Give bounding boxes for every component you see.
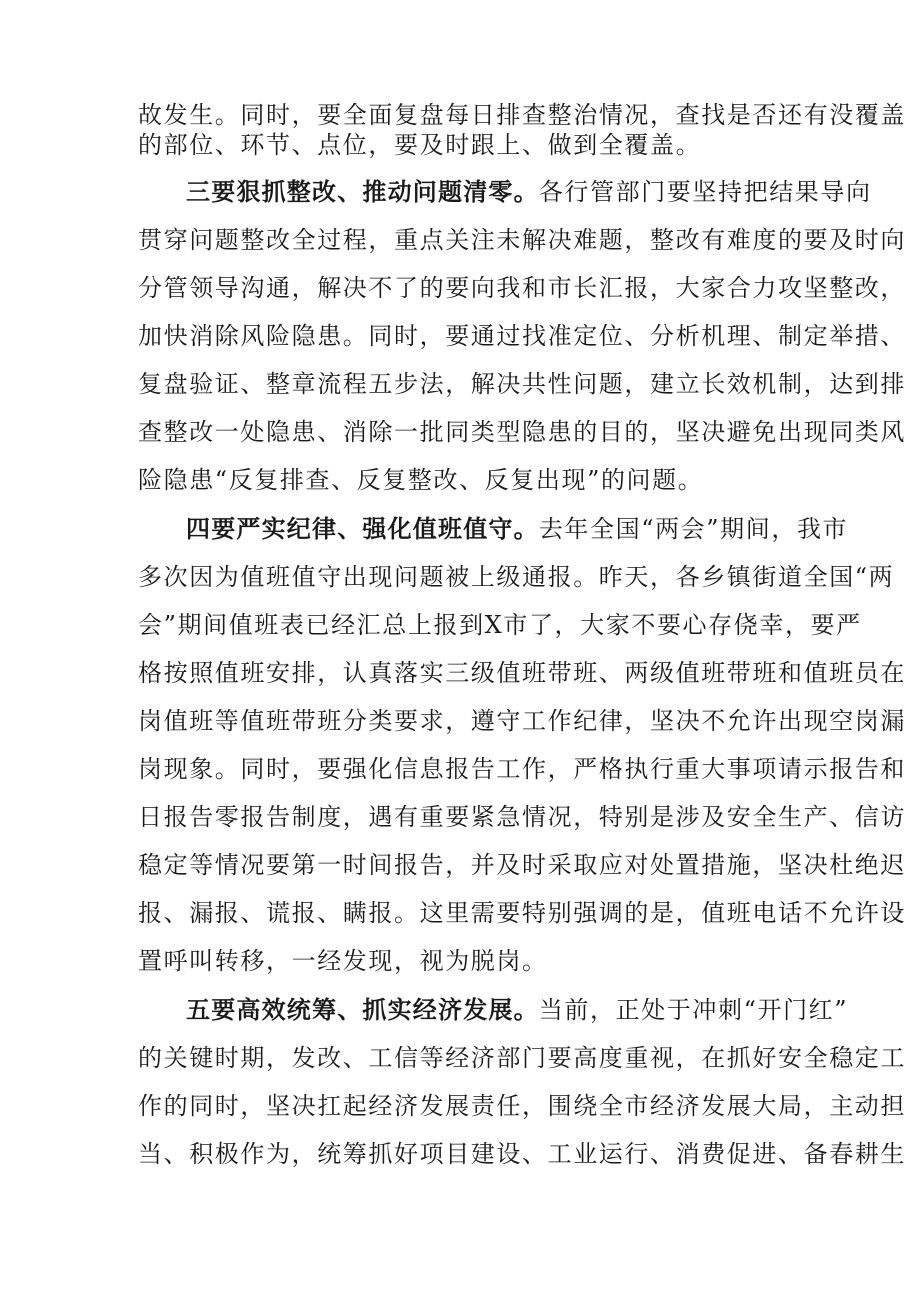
paragraph-heading: 四要严实纪律、强化值班值守。: [186, 515, 539, 543]
text-line: 的关键时期，发改、工信等经济部门要高度重视，在抓好安全稳定工: [138, 1044, 906, 1072]
paragraph-heading-line: 四要严实纪律、强化值班值守。去年全国“两会”期间，我市: [186, 515, 849, 543]
text-line: 报、漏报、谎报、瞒报。这里需要特别强调的是，值班电话不允许设: [138, 899, 906, 927]
text-line: 当、积极作为，统筹抓好项目建设、工业运行、消费促进、备春耕生: [138, 1140, 906, 1168]
text-line: 置呼叫转移，一经发现，视为脱岗。: [138, 947, 548, 975]
text-line: 查整改一处隐患、消除一批同类型隐患的目的，坚决避免出现同类风: [138, 418, 906, 446]
paragraph-heading-line: 五要高效统筹、抓实经济发展。当前，正处于冲刺“开门红”: [186, 996, 849, 1024]
text-line: 贯穿问题整改全过程，重点关注未解决难题，整改有难度的要及时向: [138, 226, 906, 254]
paragraph-heading: 三要狠抓整改、推动问题清零。: [186, 178, 539, 206]
text-line: 多次因为值班值守出现问题被上级通报。昨天，各乡镇街道全国“两: [138, 563, 895, 591]
paragraph-heading-line: 三要狠抓整改、推动问题清零。各行管部门要坚持把结果导向: [186, 178, 872, 206]
text-line: 岗值班等值班带班分类要求，遵守工作纪律，坚决不允许出现空岗漏: [138, 707, 906, 735]
text-line: 稳定等情况要第一时间报告，并及时采取应对处置措施，坚决杜绝迟: [138, 851, 906, 879]
text-line: 复盘验证、整章流程五步法，解决共性问题，建立长效机制，达到排: [138, 370, 906, 398]
text-line: 分管领导沟通，解决不了的要向我和市长汇报，大家合力攻坚整改，: [138, 274, 906, 302]
text-line: 作的同时，坚决扛起经济发展责任，围绕全市经济发展大局，主动担: [138, 1092, 906, 1120]
text-line: 日报告零报告制度，遇有重要紧急情况，特别是涉及安全生产、信访: [138, 803, 906, 831]
text-line: 会”期间值班表已经汇总上报到X市了，大家不要心存侥幸，要严: [138, 611, 862, 639]
text-line: 格按照值班安排，认真落实三级值班带班、两级值班带班和值班员在: [138, 659, 906, 687]
text-line: 加快消除风险隐患。同时，要通过找准定位、分析机理、制定举措、: [138, 322, 906, 350]
text-line: 险隐患“反复排查、反复整改、反复出现”的问题。: [138, 466, 704, 494]
paragraph-heading: 五要高效统筹、抓实经济发展。: [186, 996, 539, 1024]
text-line: 岗现象。同时，要强化信息报告工作，严格执行重大事项请示报告和: [138, 755, 906, 783]
text-line: 故发生。同时，要全面复盘每日排查整治情况，查找是否还有没覆盖: [138, 101, 906, 129]
text-line: 的部位、环节、点位，要及时跟上、做到全覆盖。: [138, 131, 702, 159]
